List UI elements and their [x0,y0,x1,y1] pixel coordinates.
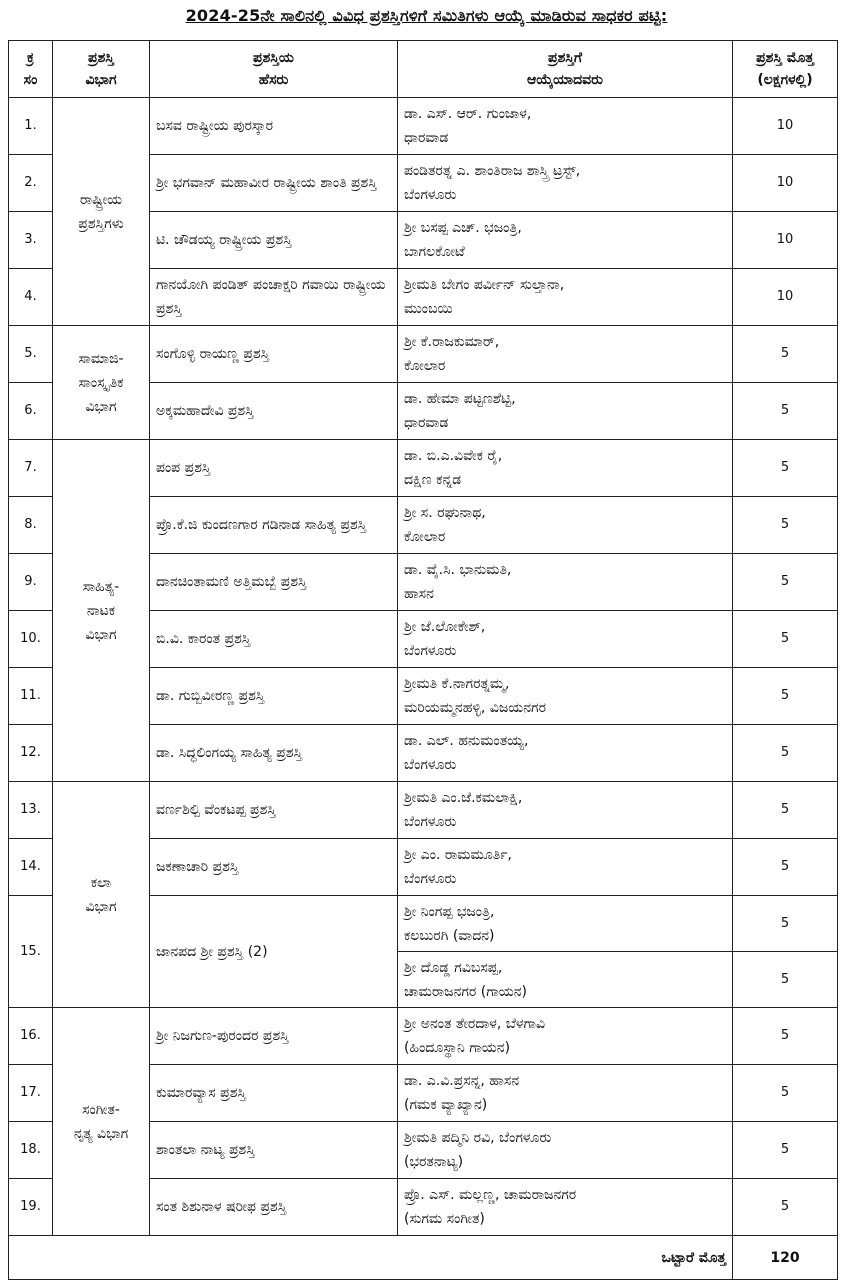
award-name: ಟಿ. ಚೌಡಯ್ಯ ರಾಷ್ಟ್ರೀಯ ಪ್ರಶಸ್ತಿ [150,212,398,269]
award-amount: 10 [733,212,838,269]
header-amount: ಪ್ರಶಸ್ತಿ ಮೊತ್ತ (ಲಕ್ಷಗಳಲ್ಲಿ) [733,41,838,98]
award-name: ಶ್ರೀ ನಿಜಗುಣ-ಪುರಂದರ ಪ್ರಶಸ್ತಿ [150,1008,398,1065]
awardee: ಶ್ರೀಮತಿ ಪದ್ಮಿನಿ ರವಿ, ಬೆಂಗಳೂರು (ಭರತನಾಟ್ಯ) [398,1122,733,1179]
award-name: ಗಾನಯೋಗಿ ಪಂಡಿತ್ ಪಂಚಾಕ್ಷರಿ ಗವಾಯಿ ರಾಷ್ಟ್ರೀಯ ಪ್ರಶಸ್ತಿ [150,269,398,326]
award-name: ಸಂಗೊಳ್ಳಿ ರಾಯಣ್ಣ ಪ್ರಶಸ್ತಿ [150,326,398,383]
awardee: ಶ್ರೀ ಬಸಪ್ಪ ಎಚ್. ಭಜಂತ್ರಿ, ಬಾಗಲಕೋಟೆ [398,212,733,269]
award-name: ಅಕ್ಕಮಹಾದೇವಿ ಪ್ರಶಸ್ತಿ [150,383,398,440]
award-amount: 5 [733,839,838,896]
award-amount: 5 [733,896,838,952]
award-name: ಶ್ರೀ ಭಗವಾನ್ ಮಹಾವೀರ ರಾಷ್ಟ್ರೀಯ ಶಾಂತಿ ಪ್ರಶಸ್ತಿ [150,155,398,212]
header-category: ಪ್ರಶಸ್ತಿ ವಿಭಾಗ [53,41,150,98]
awardee: ಶ್ರೀ ಕೆ.ರಾಜಕುಮಾರ್, ಕೋಲಾರ [398,326,733,383]
serial-no: 13. [9,782,53,839]
serial-no: 19. [9,1179,53,1236]
serial-no: 2. [9,155,53,212]
award-amount: 5 [733,554,838,611]
table-row [9,440,838,497]
serial-no: 16. [9,1008,53,1065]
table-header-row [9,41,838,98]
category-socio-cultural: ಸಾಮಾಜಿ- ಸಾಂಸ್ಕೃತಿಕ ವಿಭಾಗ [53,326,150,440]
category-literature-drama: ಸಾಹಿತ್ಯ- ನಾಟಕ ವಿಭಾಗ [53,440,150,782]
header-awardee: ಪ್ರಶಸ್ತಿಗೆ ಆಯ್ಕೆಯಾದವರು [398,41,733,98]
awardee: ಡಾ. ಎ.ವಿ.ಪ್ರಸನ್ನ, ಹಾಸನ (ಗಮಕ ವ್ಯಾಖ್ಯಾನ) [398,1065,733,1122]
serial-no: 9. [9,554,53,611]
awardee: ಪ್ರೊ. ಎಸ್. ಮಲ್ಲಣ್ಣ, ಚಾಮರಾಜನಗರ (ಸುಗಮ ಸಂಗೀತ) [398,1179,733,1236]
award-name: ಶಾಂತಲಾ ನಾಟ್ಯ ಪ್ರಶಸ್ತಿ [150,1122,398,1179]
awardee: ಡಾ. ಎಸ್. ಆರ್. ಗುಂಜಾಳ, ಧಾರವಾಡ [398,98,733,155]
serial-no: 10. [9,611,53,668]
awardee: ಡಾ. ಬಿ.ಎ.ವಿವೇಕ ರೈ, ದಕ್ಷಿಣ ಕನ್ನಡ [398,440,733,497]
award-amount: 5 [733,1122,838,1179]
serial-no: 18. [9,1122,53,1179]
award-amount: 5 [733,1179,838,1236]
serial-no: 17. [9,1065,53,1122]
serial-no: 3. [9,212,53,269]
award-amount: 5 [733,952,838,1008]
awardee: ಶ್ರೀ ಅನಂತ ತೇರದಾಳ, ಬೆಳಗಾವಿ (ಹಿಂದೂಸ್ಥಾನಿ ಗಾಯನ) [398,1008,733,1065]
awardee: ಶ್ರೀ ನಿಂಗಪ್ಪ ಭಜಂತ್ರಿ, ಕಲಬುರಗಿ (ವಾದನ) [398,896,733,952]
serial-no: 15. [9,896,53,1008]
award-name: ಬಿ.ವಿ. ಕಾರಂತ ಪ್ರಶಸ್ತಿ [150,611,398,668]
awardee: ಶ್ರೀ ಜೆ.ಲೋಕೇಶ್, ಬೆಂಗಳೂರು [398,611,733,668]
table-row [9,326,838,383]
award-amount: 5 [733,383,838,440]
awardee: ಡಾ. ಎಲ್. ಹನುಮಂತಯ್ಯ, ಬೆಂಗಳೂರು [398,725,733,782]
header-award-name: ಪ್ರಶಸ್ತಿಯ ಹೆಸರು [150,41,398,98]
page-title: 2024-25ನೇ ಸಾಲಿನಲ್ಲಿ ವಿವಿಧ ಪ್ರಶಸ್ತಿಗಳಿಗೆ ಸಮಿತಿಗಳು ಆಯ್ಕೆ ಮಾಡಿರುವ ಸಾಧಕರ ಪಟ್ಟಿ: [185,6,668,25]
serial-no: 5. [9,326,53,383]
category-national: ರಾಷ್ಟ್ರೀಯ ಪ್ರಶಸ್ತಿಗಳು [53,98,150,326]
total-label: ಒಟ್ಟಾರೆ ಮೊತ್ತ [9,1236,733,1280]
award-name: ಡಾ. ಸಿದ್ಧಲಿಂಗಯ್ಯ ಸಾಹಿತ್ಯ ಪ್ರಶಸ್ತಿ [150,725,398,782]
awardee: ಶ್ರೀ ದೊಡ್ಡ ಗವಿಬಸಪ್ಪ, ಚಾಮರಾಜನಗರ (ಗಾಯನ) [398,952,733,1008]
awardee: ಪಂಡಿತರತ್ನ ಎ. ಶಾಂತಿರಾಜ ಶಾಸ್ತ್ರಿ ಟ್ರಸ್ಟ್, ಬೆಂಗಳೂರು [398,155,733,212]
category-art: ಕಲಾ ವಿಭಾಗ [53,782,150,1008]
awardee: ಶ್ರೀ ಸ. ರಘುನಾಥ, ಕೋಲಾರ [398,497,733,554]
serial-no: 11. [9,668,53,725]
award-name: ಜಾನಪದ ಶ್ರೀ ಪ್ರಶಸ್ತಿ (2) [150,896,398,1008]
award-amount: 5 [733,668,838,725]
award-amount: 5 [733,497,838,554]
serial-no: 7. [9,440,53,497]
serial-no: 14. [9,839,53,896]
total-amount: 120 [733,1236,838,1280]
award-amount: 10 [733,155,838,212]
category-music-dance: ಸಂಗೀತ- ನೃತ್ಯ ವಿಭಾಗ [53,1008,150,1236]
awardee: ಶ್ರೀಮತಿ ಬೇಗಂ ಪರ್ವೀನ್ ಸುಲ್ತಾನಾ, ಮುಂಬಯಿ [398,269,733,326]
award-amount: 10 [733,269,838,326]
award-amount: 5 [733,1065,838,1122]
award-name: ಕುಮಾರವ್ಯಾಸ ಪ್ರಶಸ್ತಿ [150,1065,398,1122]
awardee: ಡಾ. ಹೇಮಾ ಪಟ್ಟಣಶೆಟ್ಟಿ, ಧಾರವಾಡ [398,383,733,440]
award-amount: 5 [733,440,838,497]
award-name: ಸಂತ ಶಿಶುನಾಳ ಷರೀಫ ಪ್ರಶಸ್ತಿ [150,1179,398,1236]
award-name: ಡಾ. ಗುಬ್ಬಿವೀರಣ್ಣ ಪ್ರಶಸ್ತಿ [150,668,398,725]
awardee: ಶ್ರೀಮತಿ ಎಂ.ಜೆ.ಕಮಲಾಕ್ಷಿ, ಬೆಂಗಳೂರು [398,782,733,839]
table-row [9,1008,838,1065]
award-name: ಜಕಣಾಚಾರಿ ಪ್ರಶಸ್ತಿ [150,839,398,896]
table-row [9,782,838,839]
awardee: ಶ್ರೀಮತಿ ಕೆ.ನಾಗರತ್ನಮ್ಮ, ಮರಿಯಮ್ಮನಹಳ್ಳಿ, ವಿಜಯನಗರ [398,668,733,725]
awardees-table [8,40,838,1280]
award-amount: 5 [733,1008,838,1065]
serial-no: 4. [9,269,53,326]
award-amount: 10 [733,98,838,155]
total-row [9,1236,838,1280]
serial-no: 1. [9,98,53,155]
serial-no: 6. [9,383,53,440]
award-amount: 5 [733,782,838,839]
table-row [9,98,838,155]
award-amount: 5 [733,326,838,383]
award-amount: 5 [733,725,838,782]
award-name: ದಾನಚಿಂತಾಮಣಿ ಅತ್ತಿಮಬ್ಬೆ ಪ್ರಶಸ್ತಿ [150,554,398,611]
award-name: ಪಂಪ ಪ್ರಶಸ್ತಿ [150,440,398,497]
award-name: ಬಸವ ರಾಷ್ಟ್ರೀಯ ಪುರಸ್ಕಾರ [150,98,398,155]
award-amount: 5 [733,611,838,668]
serial-no: 8. [9,497,53,554]
awardee: ಶ್ರೀ ಎಂ. ರಾಮಮೂರ್ತಿ, ಬೆಂಗಳೂರು [398,839,733,896]
award-name: ವರ್ಣಶಿಲ್ಪಿ ವೆಂಕಟಪ್ಪ ಪ್ರಶಸ್ತಿ [150,782,398,839]
serial-no: 12. [9,725,53,782]
awardee: ಡಾ. ವೈ.ಸಿ. ಭಾನುಮತಿ, ಹಾಸನ [398,554,733,611]
header-serial-no: ಕ್ರ ಸಂ [9,41,53,98]
award-name: ಪ್ರೊ.ಕೆ.ಜಿ ಕುಂದಣಗಾರ ಗಡಿನಾಡ ಸಾಹಿತ್ಯ ಪ್ರಶಸ್ತಿ [150,497,398,554]
